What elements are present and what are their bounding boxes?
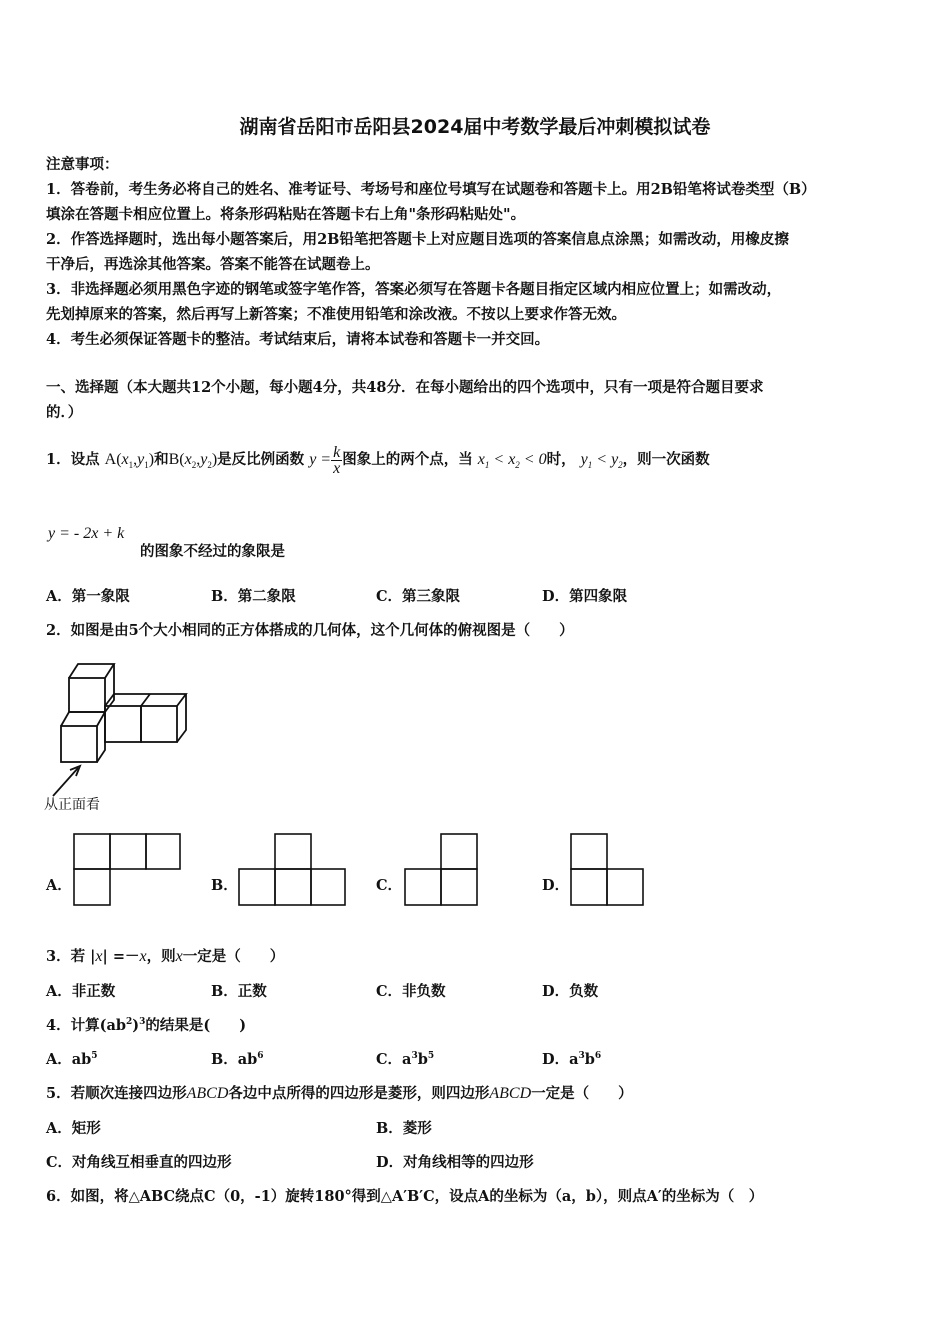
option-label: C．a xyxy=(376,1051,412,1068)
notice-line: 4．考生必须保证答题卡的整洁。考试结束后，请将本试卷和答题卡一并交回。 xyxy=(46,331,550,348)
point-a: $A(x_1,y_1)$ xyxy=(104,451,155,471)
var-x: x xyxy=(95,948,103,965)
option-c xyxy=(376,1048,434,1069)
q1-text: ，则一次函数 xyxy=(622,451,710,469)
q2-option-d: D． xyxy=(542,877,570,894)
option-d: D．对角线相等的四边形 xyxy=(376,1154,534,1171)
option-c: C．第三象限 xyxy=(376,588,461,605)
notice-line: 2．作答选择题时，选出每小题答案后，用2B铅笔把答题卡上对应题目选项的答案信息点涂黑；如需改动，用橡皮擦 xyxy=(46,231,789,248)
top-view-option-a xyxy=(72,832,182,908)
section-heading-cont: 的．） xyxy=(46,404,83,421)
question-3-stem xyxy=(46,945,284,966)
option-label: b xyxy=(584,1051,595,1068)
inverse-function: y = $\frac{k}{x}$ xyxy=(309,444,341,477)
option-b: B．正数 xyxy=(211,983,267,1000)
linear-formula: y = - 2x + k xyxy=(48,525,125,542)
q5-text: 各边中点所得的四边形是菱形，则四边形 xyxy=(228,1085,490,1102)
exponent: 5 xyxy=(427,1051,435,1062)
quad-abcd: ABCD xyxy=(186,1085,229,1102)
question-5-stem xyxy=(46,1082,633,1103)
top-view-option-b xyxy=(237,832,347,908)
q1-stem-end: 的图象不经过的象限是 xyxy=(140,543,285,560)
q5-text: 5．若顺次连接四边形 xyxy=(46,1085,187,1102)
notice-line: 填涂在答题卡相应位置上。将条形码粘贴在答题卡右上角"条形码粘贴处"。 xyxy=(46,206,526,223)
var-x: x xyxy=(139,948,147,965)
cube-figure xyxy=(44,656,189,816)
point-b: $B(x_2,y_2)$ xyxy=(168,451,218,471)
option-d: D．负数 xyxy=(542,983,599,1000)
option-c: C．对角线互相垂直的四边形 xyxy=(46,1154,232,1171)
condition-x: $x_1 < x_2 < 0$ xyxy=(477,451,547,471)
option-label: b xyxy=(417,1051,428,1068)
notice-heading: 注意事项： xyxy=(46,156,119,173)
section-heading: 一、选择题（本大题共12个小题，每小题4分，共48分．在每小题给出的四个选项中，只有一项是符合题目要求 xyxy=(46,379,764,396)
q4-text: 4．计算(ab xyxy=(46,1017,126,1034)
notice-line: 干净后，再选涂其他答案。答案不能答在试题卷上。 xyxy=(46,256,380,273)
question-1-stem xyxy=(46,445,710,476)
condition-y: $y_1 < y_2$ xyxy=(580,451,623,471)
q4-text: 的结果是( ) xyxy=(145,1017,247,1034)
linear-function xyxy=(48,525,124,543)
question-2-stem: 2．如图是由5个大小相同的正方体搭成的几何体，这个几何体的俯视图是（ ） xyxy=(46,622,574,639)
q1-text: 图象上的两个点，当 xyxy=(342,451,473,469)
var-x: x xyxy=(175,948,183,965)
q5-text: 一定是（ ） xyxy=(531,1085,633,1102)
option-d xyxy=(542,1048,601,1069)
q1-text: 是反比例函数 xyxy=(217,451,305,469)
q1-text: 1．设点 xyxy=(46,451,100,469)
option-label: B．ab xyxy=(211,1051,258,1068)
q4-text: ) xyxy=(132,1017,140,1034)
notice-line: 3．非选择题必须用黑色字迹的钢笔或签字笔作答，答案必须写在答题卡各题目指定区域内相应位置上；如需改动， xyxy=(46,281,782,298)
q3-text: | =－ xyxy=(102,948,140,965)
exponent: 6 xyxy=(257,1051,264,1062)
option-label: A．ab xyxy=(46,1051,92,1068)
q2-option-b: B． xyxy=(211,877,238,894)
question-6-stem: 6．如图，将△ABC绕点C（0，-1）旋转180°得到△A′B′C，设点A的坐标为（a，b），则点A′的坐标为（ ） xyxy=(46,1188,764,1205)
page-title: 湖南省岳阳市岳阳县2024届中考数学最后冲刺模拟试卷 xyxy=(239,116,711,138)
point-a-letter: A xyxy=(104,451,117,469)
quad-abcd: ABCD xyxy=(489,1085,532,1102)
front-view-label: 从正面看 xyxy=(44,797,100,813)
exponent: 6 xyxy=(594,1051,602,1062)
option-b xyxy=(211,1048,264,1069)
exponent: 5 xyxy=(91,1051,98,1062)
option-a: A．矩形 xyxy=(46,1120,101,1137)
notice-line: 1．答卷前，考生务必将自己的姓名、准考证号、考场号和座位号填写在试题卷和答题卡上。用2B铅笔将试卷类型（B） xyxy=(46,181,816,198)
top-view-option-d xyxy=(569,832,645,908)
point-b-letter: B xyxy=(168,451,180,469)
top-view-option-c xyxy=(403,832,479,908)
notice-line: 先划掉原来的答案，然后再写上新答案；不准使用铅笔和涂改液。不按以上要求作答无效。 xyxy=(46,306,626,323)
q1-text: 时， xyxy=(546,451,576,469)
q3-text: 一定是（ ） xyxy=(182,948,285,965)
q3-text: 3．若 | xyxy=(46,948,96,965)
q2-option-c: C． xyxy=(376,877,403,894)
exponent: 3 xyxy=(411,1051,418,1062)
question-4-stem: 4．计算$(ab^2)^3$的结果是( ) xyxy=(46,1017,247,1034)
option-d: D．第四象限 xyxy=(542,588,628,605)
option-a: A．第一象限 xyxy=(46,588,130,605)
option-label: D．a xyxy=(542,1051,579,1068)
option-b: B．第二象限 xyxy=(211,588,296,605)
option-b: B．菱形 xyxy=(376,1120,432,1137)
q3-text: ，则 xyxy=(146,948,176,965)
option-c: C．非负数 xyxy=(376,983,446,1000)
option-a: A．非正数 xyxy=(46,983,116,1000)
q2-option-a: A． xyxy=(46,877,72,894)
exponent: 3 xyxy=(578,1051,585,1062)
option-a xyxy=(46,1048,98,1069)
q1-text: 和 xyxy=(154,451,169,469)
